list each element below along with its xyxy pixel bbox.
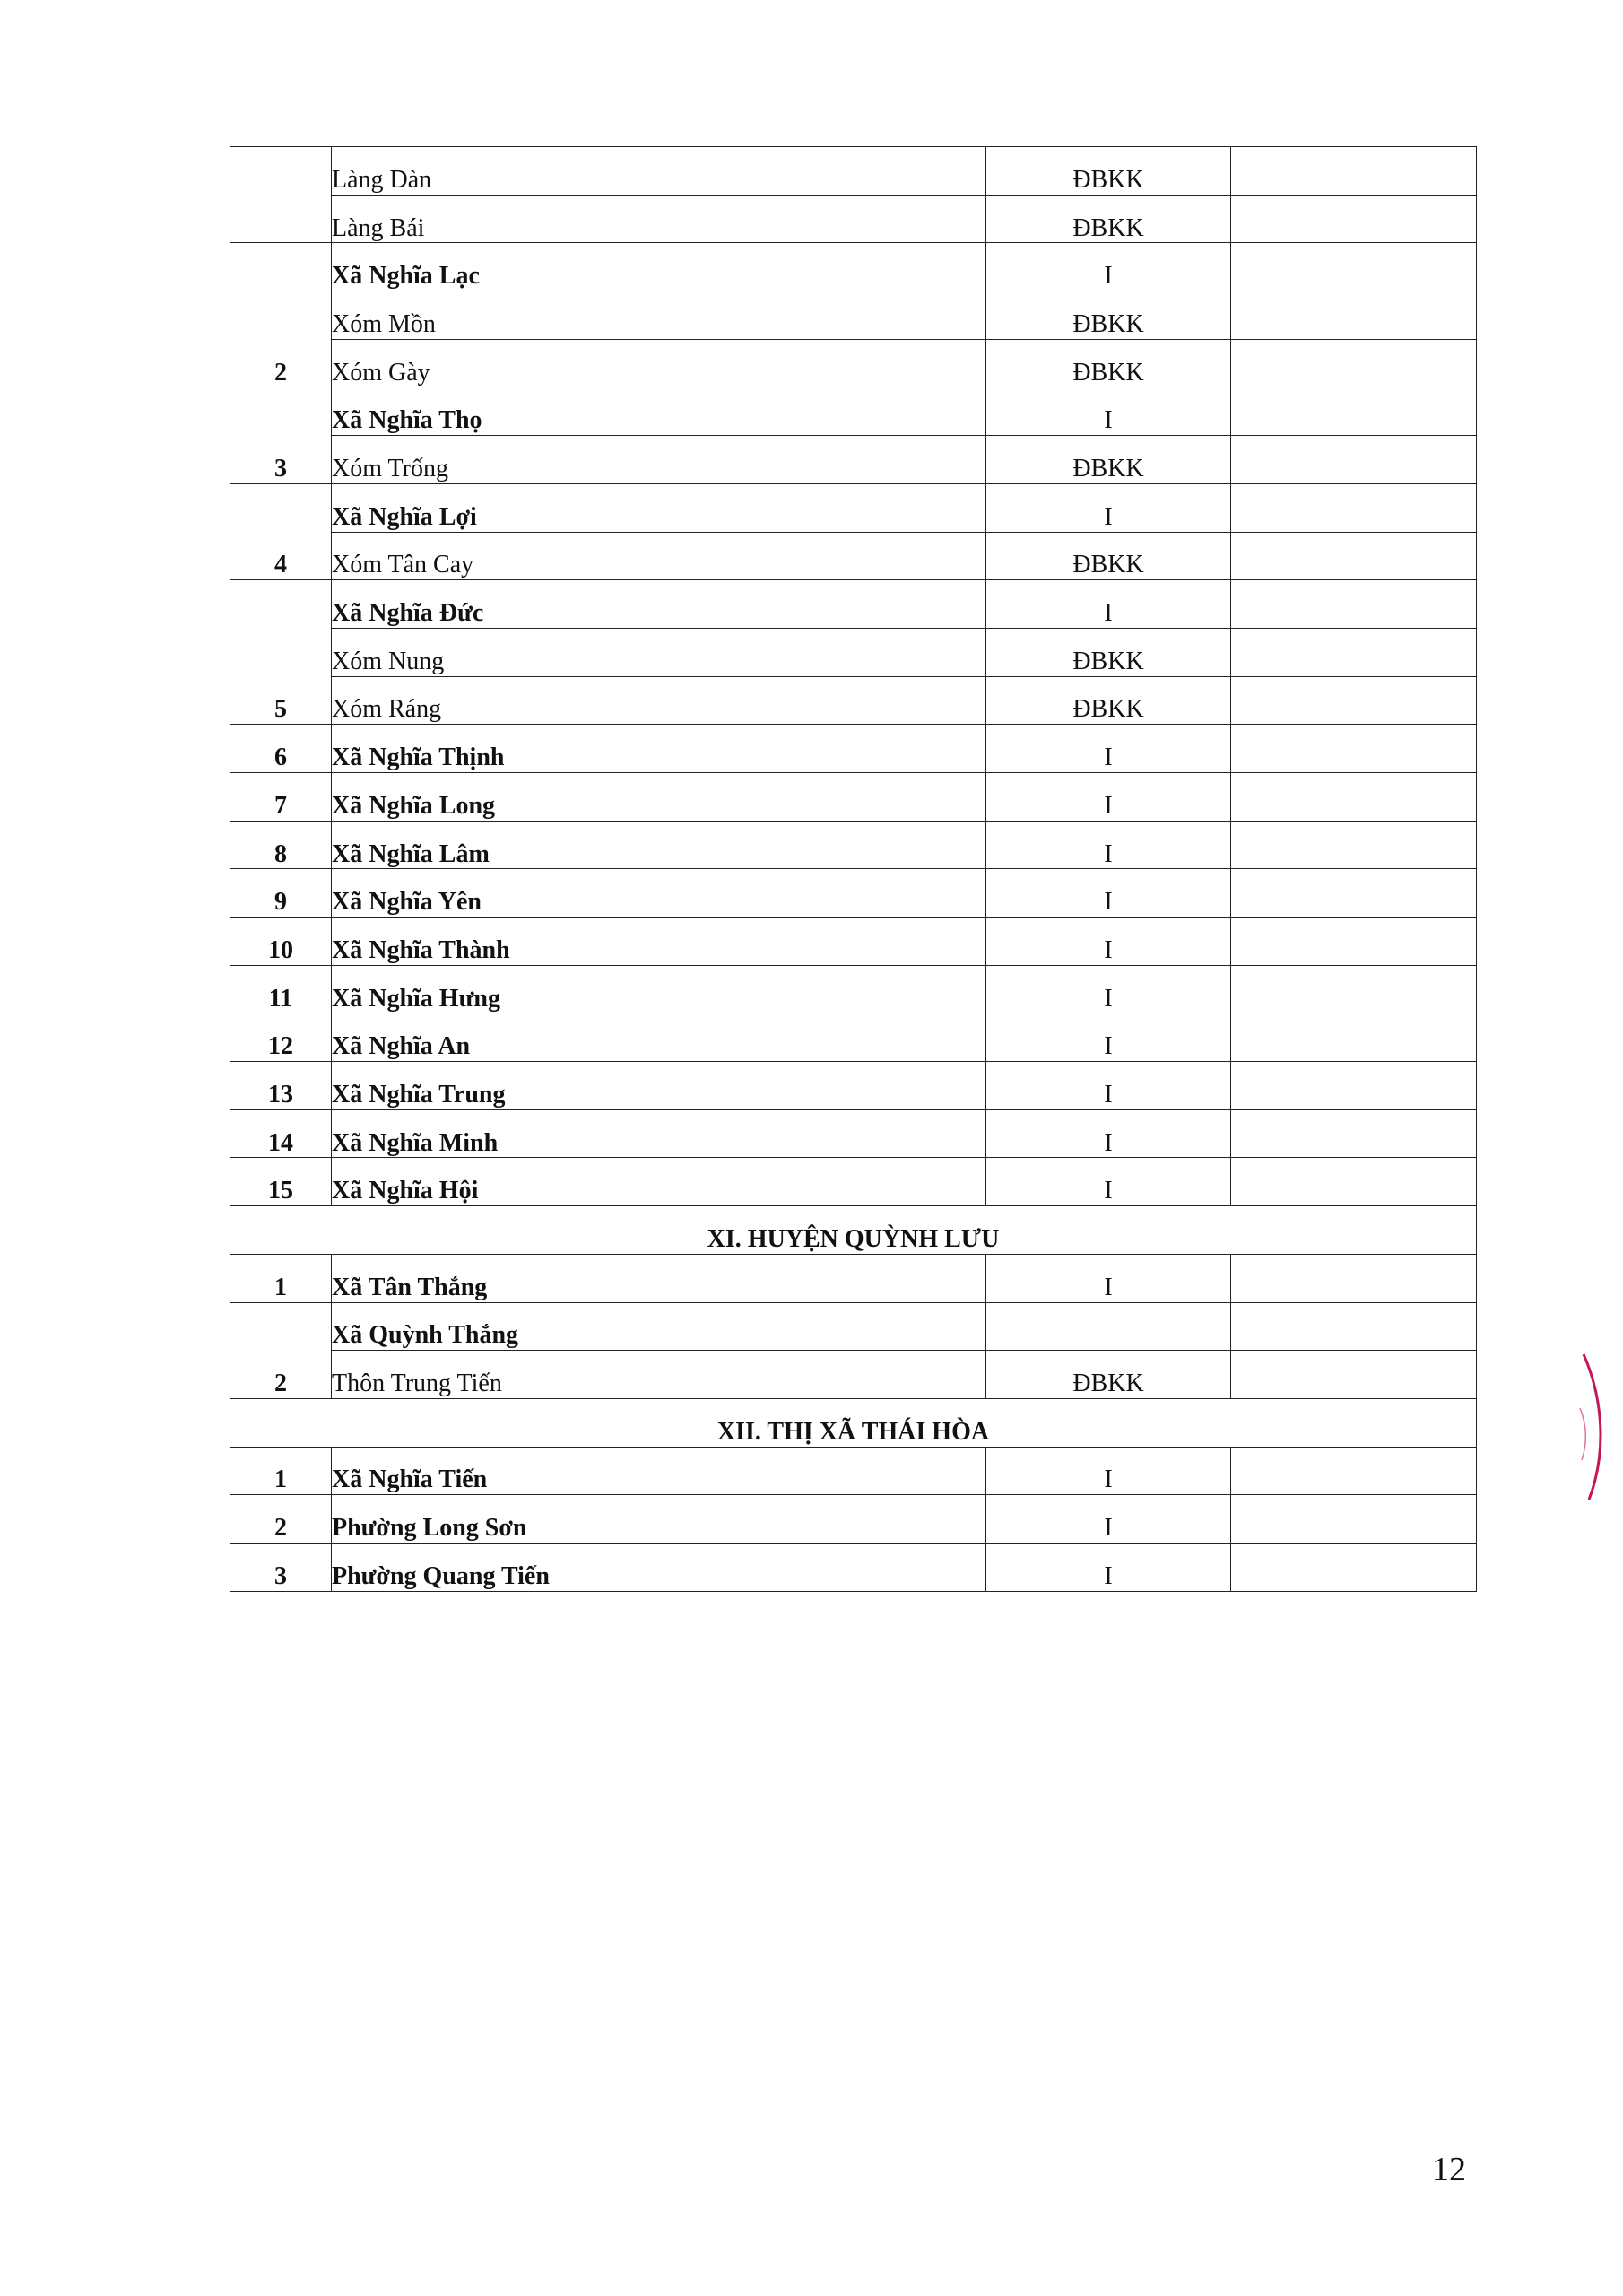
name-cell: Xã Nghĩa Thịnh bbox=[332, 725, 986, 773]
name-cell: Xã Nghĩa Đức bbox=[332, 580, 986, 629]
name-cell: Xã Nghĩa Lâm bbox=[332, 821, 986, 869]
table-row bbox=[230, 243, 1477, 291]
stt-cell: 7 bbox=[230, 772, 332, 821]
table-row bbox=[230, 1254, 1477, 1302]
area-cell: I bbox=[986, 483, 1231, 532]
area-cell: I bbox=[986, 243, 1231, 291]
name-cell: Xóm Nung bbox=[332, 628, 986, 676]
note-cell bbox=[1231, 195, 1477, 243]
area-cell: I bbox=[986, 725, 1231, 773]
note-cell bbox=[1231, 725, 1477, 773]
name-cell: Xóm Mồn bbox=[332, 291, 986, 340]
note-cell bbox=[1231, 483, 1477, 532]
table-row bbox=[230, 580, 1477, 629]
note-cell bbox=[1231, 436, 1477, 484]
table-row bbox=[230, 387, 1477, 436]
table-row bbox=[230, 147, 1477, 196]
stt-cell: 15 bbox=[230, 1158, 332, 1206]
area-cell: ĐBKK bbox=[986, 676, 1231, 725]
area-cell: I bbox=[986, 1158, 1231, 1206]
name-cell: Làng Bái bbox=[332, 195, 986, 243]
table-row bbox=[230, 1109, 1477, 1158]
note-cell bbox=[1231, 1158, 1477, 1206]
note-cell bbox=[1231, 676, 1477, 725]
area-cell: I bbox=[986, 1013, 1231, 1062]
name-cell: Xã Nghĩa Lợi bbox=[332, 483, 986, 532]
note-cell bbox=[1231, 772, 1477, 821]
table-row bbox=[230, 725, 1477, 773]
section-heading: XII. THỊ XÃ THÁI HÒA bbox=[230, 1398, 1477, 1447]
name-cell: Xã Nghĩa Long bbox=[332, 772, 986, 821]
note-cell bbox=[1231, 1302, 1477, 1351]
name-cell: Làng Dàn bbox=[332, 147, 986, 196]
name-cell: Xã Nghĩa Lạc bbox=[332, 243, 986, 291]
note-cell bbox=[1231, 532, 1477, 580]
note-cell bbox=[1231, 1062, 1477, 1110]
name-cell: Xóm Trống bbox=[332, 436, 986, 484]
stt-cell: 11 bbox=[230, 965, 332, 1013]
page-number: 12 bbox=[1432, 2151, 1466, 2188]
note-cell bbox=[1231, 580, 1477, 629]
table-row bbox=[230, 918, 1477, 966]
stt-cell: 3 bbox=[230, 387, 332, 483]
stt-cell: 5 bbox=[230, 580, 332, 725]
note-cell bbox=[1231, 1543, 1477, 1591]
area-cell: ĐBKK bbox=[986, 628, 1231, 676]
table-row bbox=[230, 821, 1477, 869]
table-row bbox=[230, 195, 1477, 243]
area-cell: I bbox=[986, 1062, 1231, 1110]
name-cell: Phường Quang Tiến bbox=[332, 1543, 986, 1591]
note-cell bbox=[1231, 821, 1477, 869]
name-cell: Phường Long Sơn bbox=[332, 1495, 986, 1544]
section-row bbox=[230, 1398, 1477, 1447]
note-cell bbox=[1231, 147, 1477, 196]
table-row bbox=[230, 628, 1477, 676]
name-cell: Xã Nghĩa Trung bbox=[332, 1062, 986, 1110]
stt-cell: 8 bbox=[230, 821, 332, 869]
table-row bbox=[230, 676, 1477, 725]
table-row bbox=[230, 483, 1477, 532]
table-row bbox=[230, 1062, 1477, 1110]
name-cell: Xã Quỳnh Thắng bbox=[332, 1302, 986, 1351]
stt-cell: 2 bbox=[230, 243, 332, 387]
area-cell: I bbox=[986, 1495, 1231, 1544]
name-cell: Xã Tân Thắng bbox=[332, 1254, 986, 1302]
note-cell bbox=[1231, 628, 1477, 676]
area-cell: I bbox=[986, 821, 1231, 869]
table-row bbox=[230, 965, 1477, 1013]
table-row bbox=[230, 772, 1477, 821]
note-cell bbox=[1231, 1254, 1477, 1302]
area-cell: I bbox=[986, 965, 1231, 1013]
area-cell: I bbox=[986, 869, 1231, 918]
stt-cell: 3 bbox=[230, 1543, 332, 1591]
note-cell bbox=[1231, 387, 1477, 436]
name-cell: Xã Nghĩa Thọ bbox=[332, 387, 986, 436]
stt-cell: 9 bbox=[230, 869, 332, 918]
table-row bbox=[230, 436, 1477, 484]
stt-cell: 1 bbox=[230, 1447, 332, 1495]
stt-cell: 14 bbox=[230, 1109, 332, 1158]
area-cell: ĐBKK bbox=[986, 436, 1231, 484]
table-row bbox=[230, 1013, 1477, 1062]
stt-cell: 1 bbox=[230, 1254, 332, 1302]
name-cell: Thôn Trung Tiến bbox=[332, 1351, 986, 1399]
area-cell: I bbox=[986, 580, 1231, 629]
note-cell bbox=[1231, 1013, 1477, 1062]
name-cell: Xã Nghĩa Yên bbox=[332, 869, 986, 918]
area-cell: I bbox=[986, 1447, 1231, 1495]
stt-cell: 12 bbox=[230, 1013, 332, 1062]
stt-cell: 4 bbox=[230, 483, 332, 579]
table-row bbox=[230, 1302, 1477, 1351]
area-cell: ĐBKK bbox=[986, 1351, 1231, 1399]
name-cell: Xã Nghĩa Hội bbox=[332, 1158, 986, 1206]
name-cell: Xóm Tân Cay bbox=[332, 532, 986, 580]
table-row bbox=[230, 1543, 1477, 1591]
table-row bbox=[230, 1495, 1477, 1544]
area-cell: ĐBKK bbox=[986, 147, 1231, 196]
stt-cell: 2 bbox=[230, 1495, 332, 1544]
note-cell bbox=[1231, 1109, 1477, 1158]
note-cell bbox=[1231, 339, 1477, 387]
area-cell bbox=[986, 1302, 1231, 1351]
stt-cell: 6 bbox=[230, 725, 332, 773]
stt-cell: 10 bbox=[230, 918, 332, 966]
area-cell: I bbox=[986, 1254, 1231, 1302]
note-cell bbox=[1231, 1495, 1477, 1544]
name-cell: Xã Nghĩa Tiến bbox=[332, 1447, 986, 1495]
stamp-mark bbox=[1576, 1345, 1612, 1507]
section-heading: XI. HUYỆN QUỲNH LƯU bbox=[230, 1206, 1477, 1255]
area-cell: ĐBKK bbox=[986, 195, 1231, 243]
stt-cell: 2 bbox=[230, 1302, 332, 1398]
table-row bbox=[230, 1447, 1477, 1495]
note-cell bbox=[1231, 869, 1477, 918]
area-cell: ĐBKK bbox=[986, 532, 1231, 580]
area-cell: ĐBKK bbox=[986, 339, 1231, 387]
name-cell: Xã Nghĩa Minh bbox=[332, 1109, 986, 1158]
area-cell: I bbox=[986, 1543, 1231, 1591]
section-row bbox=[230, 1206, 1477, 1255]
note-cell bbox=[1231, 291, 1477, 340]
name-cell: Xóm Ráng bbox=[332, 676, 986, 725]
area-cell: I bbox=[986, 1109, 1231, 1158]
table-row bbox=[230, 291, 1477, 340]
note-cell bbox=[1231, 918, 1477, 966]
note-cell bbox=[1231, 1447, 1477, 1495]
table-row bbox=[230, 1158, 1477, 1206]
table-row bbox=[230, 339, 1477, 387]
table-row bbox=[230, 1351, 1477, 1399]
stt-cell bbox=[230, 147, 332, 243]
name-cell: Xã Nghĩa An bbox=[332, 1013, 986, 1062]
table-row bbox=[230, 532, 1477, 580]
area-cell: I bbox=[986, 387, 1231, 436]
name-cell: Xã Nghĩa Thành bbox=[332, 918, 986, 966]
note-cell bbox=[1231, 965, 1477, 1013]
area-cell: I bbox=[986, 772, 1231, 821]
area-cell: ĐBKK bbox=[986, 291, 1231, 340]
stt-cell: 13 bbox=[230, 1062, 332, 1110]
note-cell bbox=[1231, 1351, 1477, 1399]
commune-area-table bbox=[230, 146, 1477, 1592]
area-cell: I bbox=[986, 918, 1231, 966]
name-cell: Xóm Gày bbox=[332, 339, 986, 387]
name-cell: Xã Nghĩa Hưng bbox=[332, 965, 986, 1013]
table-row bbox=[230, 869, 1477, 918]
note-cell bbox=[1231, 243, 1477, 291]
